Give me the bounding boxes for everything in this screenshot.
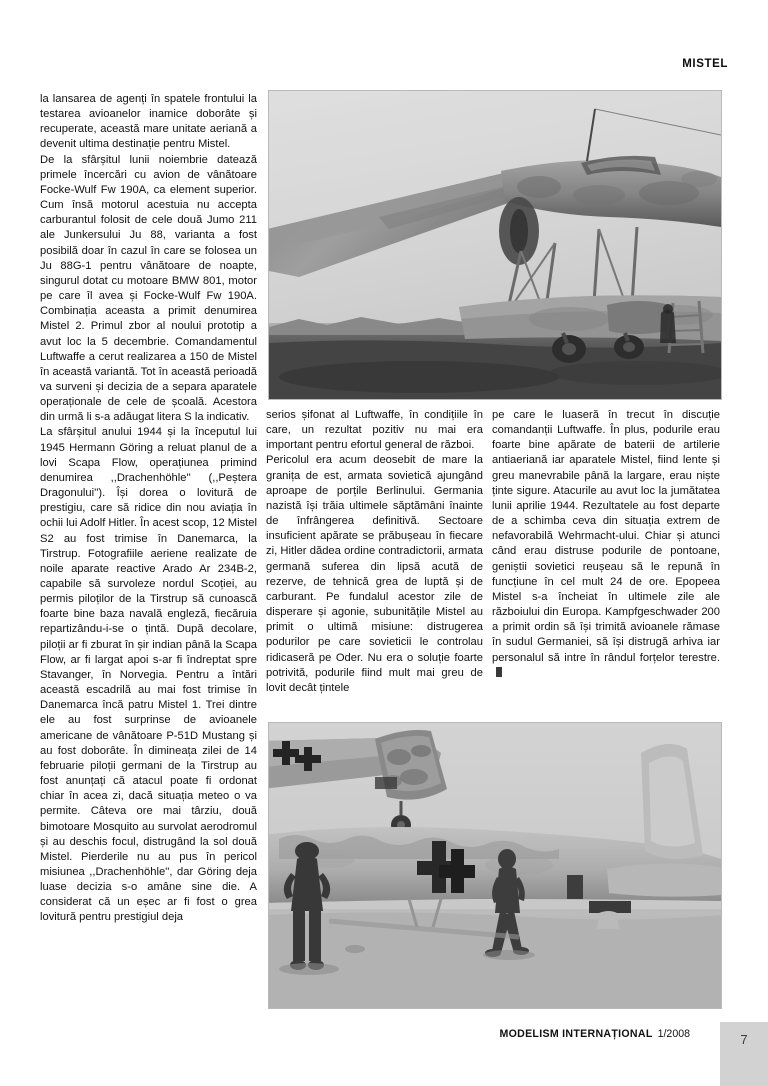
issue-number: 1/2008 <box>657 1028 690 1040</box>
col2-paragraph-1: serios șifonat al Luftwaffe, în condițiile în care, un rezultat pozitiv nu mai era important pentru efortul general de război. <box>266 409 483 452</box>
text-column-1 <box>40 92 257 926</box>
col1-paragraph-1: la lansarea de agenți în spatele frontului la testarea avioanelor inamice doborâte și recuperate, această mare unitate aeriană a devenit ultima destinație pentru Mistel. <box>40 93 257 151</box>
text-column-3 <box>492 408 720 681</box>
text-column-2 <box>266 408 483 696</box>
col3-paragraph-1 <box>492 408 720 681</box>
photo-luftwaffe-aircraft-ground-crew <box>268 722 722 1009</box>
running-head: MISTEL <box>682 58 728 70</box>
page-footer <box>0 1010 768 1086</box>
end-of-article-mark <box>496 667 502 677</box>
photo-top-image <box>269 91 721 399</box>
photo-mistel-composite-aircraft <box>268 90 722 400</box>
col1-paragraph-2: De la sfârșitul lunii noiembrie datează primele încercări cu avion de vânătoare Focke-Wulf Fw 190A, ca element superior. Cum însă motorul acestuia nu accepta carburantul folosit de cele două Jumo 211 ale Junkersului Ju 88, varianta a fost posibilă doar în cazul în care se folosea un Ju 88G-1 pentru vânătoare de noapte, singurul dotat cu motoare BMW 801, motor pe care îl avea și Focke-Wulf Fw 190A. Combinația aceasta a primit denumirea Mistel 2. Primul zbor al noului prototip a avut loc la 5 decembrie. Comandamentul Luftwaffe a cerut realizarea a 150 de Mistel în această variantă. Tot în această perioadă va surveni și decizia de a separa aparatele operaționale de cele de școală. Acestora din urmă li s-a adăugat litera S la indicativ. <box>40 153 257 424</box>
page-number: 7 <box>720 1022 768 1086</box>
col3-paragraph-1-text: pe care le luaseră în trecut în discuție comandanții Luftwaffe. În plus, podurile erau foarte bine apărate de baterii de artilerie antiaeriană iar aparatele Mistel, fiind lente și greu manevrabile până la largare, erau niște ținte sigure. Atacurile au avut loc la jumătatea lunii aprilie 1944. Rezultatele au fost departe de a schimba ceva din situația extrem de nefavorabilă Wehrmacht-ului. Chiar și atunci când erau distruse podurile de pontoane, geniștii sovietici reușeau să le repună în funcțiune în cel mult 24 de ore. Epopeea Mistel s-a încheiat în ultimele zile ale războiului din Europa. Kampfgeschwader 200 a primit ordin să își trimită avioanele rămase în sudul Germaniei, să își distrugă arhiva iar personalul să intre în rândul forțelor terestre. <box>492 409 720 664</box>
footer-publication-line <box>499 1028 690 1040</box>
magazine-title: MODELISM INTERNAȚIONAL <box>499 1028 653 1040</box>
col2-paragraph-2: Pericolul era acum deosebit de mare la granița de est, armata sovietică ajungând aproape de porțile Berlinului. Germania nazistă își trăia ultimele săptămâni înainte de înfrângerea definitivă. Sectoare insuficient apărate se prăbușeau în fiecare zi, Hitler dădea ordine contradictorii, armata germană suferea din lipsă acută de rezerve, de tehnică grea de luptă și de carburant. Pe fundalul acestor zile de disperare și agonie, subunitățile Mistel au primit o ultimă misiune: distrugerea podurilor pe care sovieticii le controlau ridicaseră pe Oder. Nu era o soluție foarte potrivită, podurile fiind mult mai greu de lovit decât țintele <box>266 454 483 694</box>
photo-bottom-image <box>269 723 721 1008</box>
col1-paragraph-3: La sfârșitul anului 1944 și la începutul lui 1945 Hermann Göring a reluat planul de a lovi Scapa Flow, operațiunea primind denumirea ,,Drachenhöhle'' (,,Peștera Dragonului''). Își dorea o lovitură de prestigiu, care să ridice din nou aviația în ochii lui Adolf Hitler. În acest scop, 12 Mistel S2 au fost trimise în Danemarca, la Tirstrup. Fotografiile aeriene realizate de noile aparate reactive Arado Ar 234B-2, capabile să survoleze nordul Scoției, au permis piloților de la Tirstrup să cunoască foarte bine baza navală engleză, fiecăruia repartizându-i-se o țintă. După decolare, piloții ar fi zburat în șir indian până la Scapa Flow, ar fi largat apoi s-ar fi îndreptat spre Stavanger, în Norvegia. Pentru a întări această escadrilă au mai fost trimise în Danemarca încă patru Mistel 1. Trei dintre ele au fost surprinse de avioanele americane de vânătoare P-51D Mustang și au fost doborâte. În dimineața zilei de 14 februarie piloții germani de la Tirstrup au fost anunțați că atacul poate fi ordonat chiar în acea zi, dacă situația meteo o va permite. Câteva ore mai târziu, două bimotoare Mosquito au survolat aerodromul și au deschis focul, distrugând la sol două Mistel. Pierderile nu au pus în pericol misiunea ,,Drachenhöhle'', dar Göring deja luase decizia s-o amâne sine die. A considerat că un eșec ar fi fost o grea lovitură pentru prestigiul deja <box>40 426 258 924</box>
